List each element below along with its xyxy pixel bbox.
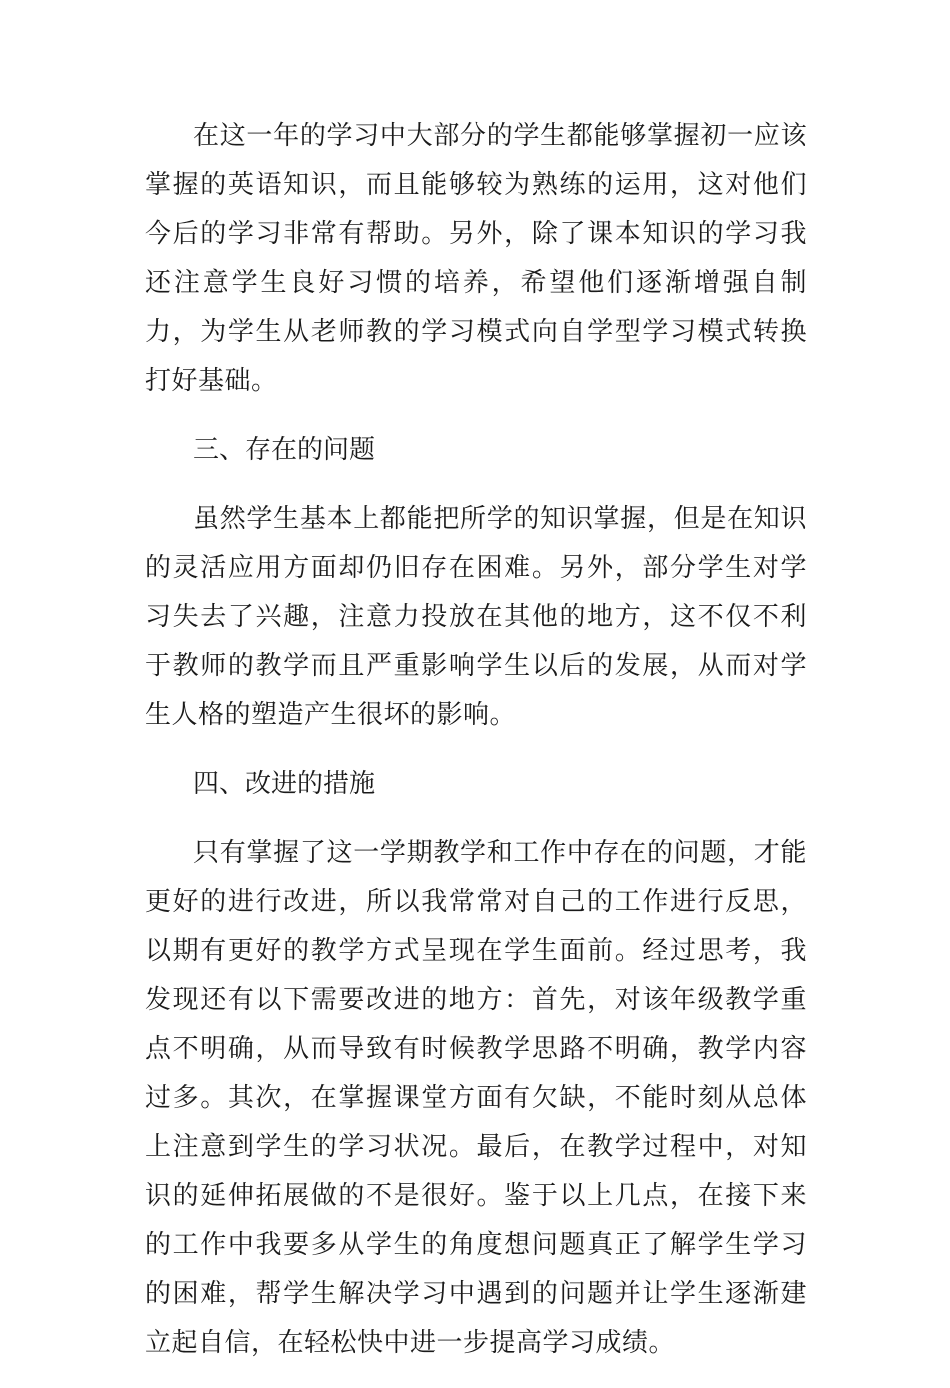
paragraph-intro: 在这一年的学习中大部分的学生都能够掌握初一应该掌握的英语知识，而且能够较为熟练的运用，这对他们今后的学习非常有帮助。另外，除了课本知识的学习我还注意学生良好习惯的培养，希望他们逐渐增强自制力，为学生从老师教的学习模式向自学型学习模式转换打好基础。 bbox=[145, 121, 807, 396]
document-page bbox=[145, 112, 807, 1388]
section-heading-improvements: 四、改进的措施 bbox=[193, 769, 376, 799]
section-heading-problems: 三、存在的问题 bbox=[193, 435, 376, 465]
paragraph-problems: 虽然学生基本上都能把所学的知识掌握，但是在知识的灵活应用方面却仍旧存在困难。另外，部分学生对学习失去了兴趣，注意力投放在其他的地方，这不仅不利于教师的教学而且严重影响学生以后的发展，从而对学生人格的塑造产生很坏的影响。 bbox=[145, 504, 807, 730]
paragraph-improvements: 只有掌握了这一学期教学和工作中存在的问题，才能更好的进行改进，所以我常常对自己的工作进行反思，以期有更好的教学方式呈现在学生面前。经过思考，我发现还有以下需要改进的地方：首先，对该年级教学重点不明确，从而导致有时候教学思路不明确，教学内容过多。其次，在掌握课堂方面有欠缺，不能时刻从总体上注意到学生的学习状况。最后，在教学过程中，对知识的延伸拓展做的不是很好。鉴于以上几点，在接下来的工作中我要多从学生的角度想问题真正了解学生学习的困难，帮学生解决学习中遇到的问题并让学生逐渐建立起自信，在轻松快中进一步提高学习成绩。 bbox=[145, 838, 807, 1358]
